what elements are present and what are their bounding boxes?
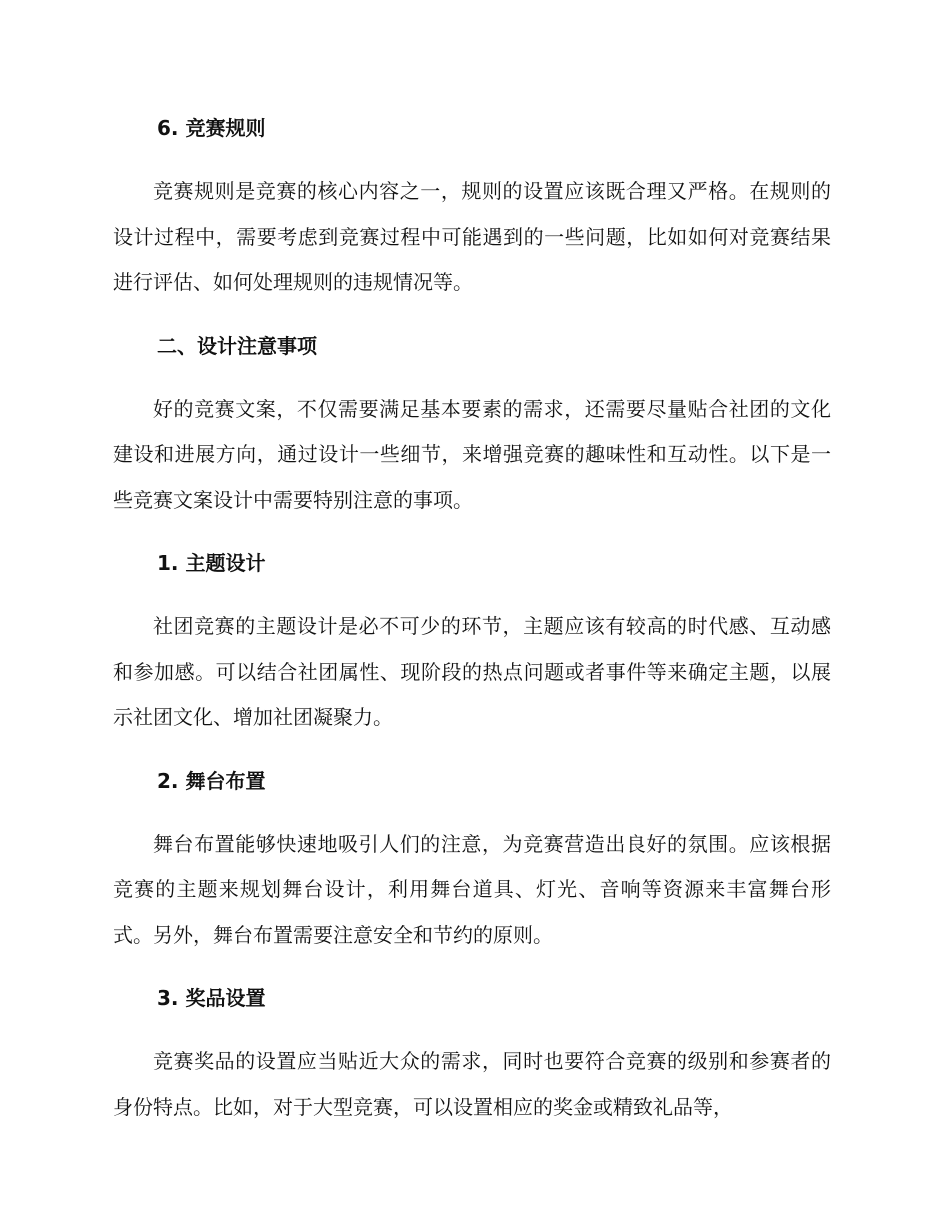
paragraph-competition-rules: 竞赛规则是竞赛的核心内容之一，规则的设置应该既合理又严格。在规则的设计过程中，需要考虑到竞赛过程中可能遇到的一些问题，比如如何对竞赛结果进行评估、如何处理规则的违规情况等。: [113, 179, 831, 294]
section-heading-theme-design: 1. 主题设计: [157, 551, 266, 575]
section-heading-prize-setup: 3. 奖品设置: [157, 986, 266, 1010]
section-heading-competition-rules: 6. 竞赛规则: [157, 116, 266, 140]
paragraph-prize-setup: 竞赛奖品的设置应当贴近大众的需求，同时也要符合竞赛的级别和参赛者的身份特点。比如，对于大型竞赛，可以设置相应的奖金或精致礼品等，: [113, 1049, 831, 1119]
paragraph-design-notes: 好的竞赛文案，不仅需要满足基本要素的需求，还需要尽量贴合社团的文化建设和进展方向，通过设计一些细节，来增强竞赛的趣味性和互动性。以下是一些竞赛文案设计中需要特别注意的事项。: [113, 396, 831, 512]
section-heading-design-notes: 二、设计注意事项: [157, 333, 317, 358]
paragraph-theme-design: 社团竞赛的主题设计是必不可少的环节，主题应该有较高的时代感、互动感和参加感。可以结合社团属性、现阶段的热点问题或者事件等来确定主题，以展示社团文化、增加社团凝聚力。: [113, 614, 831, 729]
section-heading-stage-setup: 2. 舞台布置: [157, 768, 266, 793]
document-page: [113, 108, 831, 1150]
paragraph-stage-setup: 舞台布置能够快速地吸引人们的注意，为竞赛营造出良好的氛围。应该根据竞赛的主题来规划舞台设计，利用舞台道具、灯光、音响等资源来丰富舞台形式。另外，舞台布置需要注意安全和节约的原则。: [113, 831, 831, 947]
